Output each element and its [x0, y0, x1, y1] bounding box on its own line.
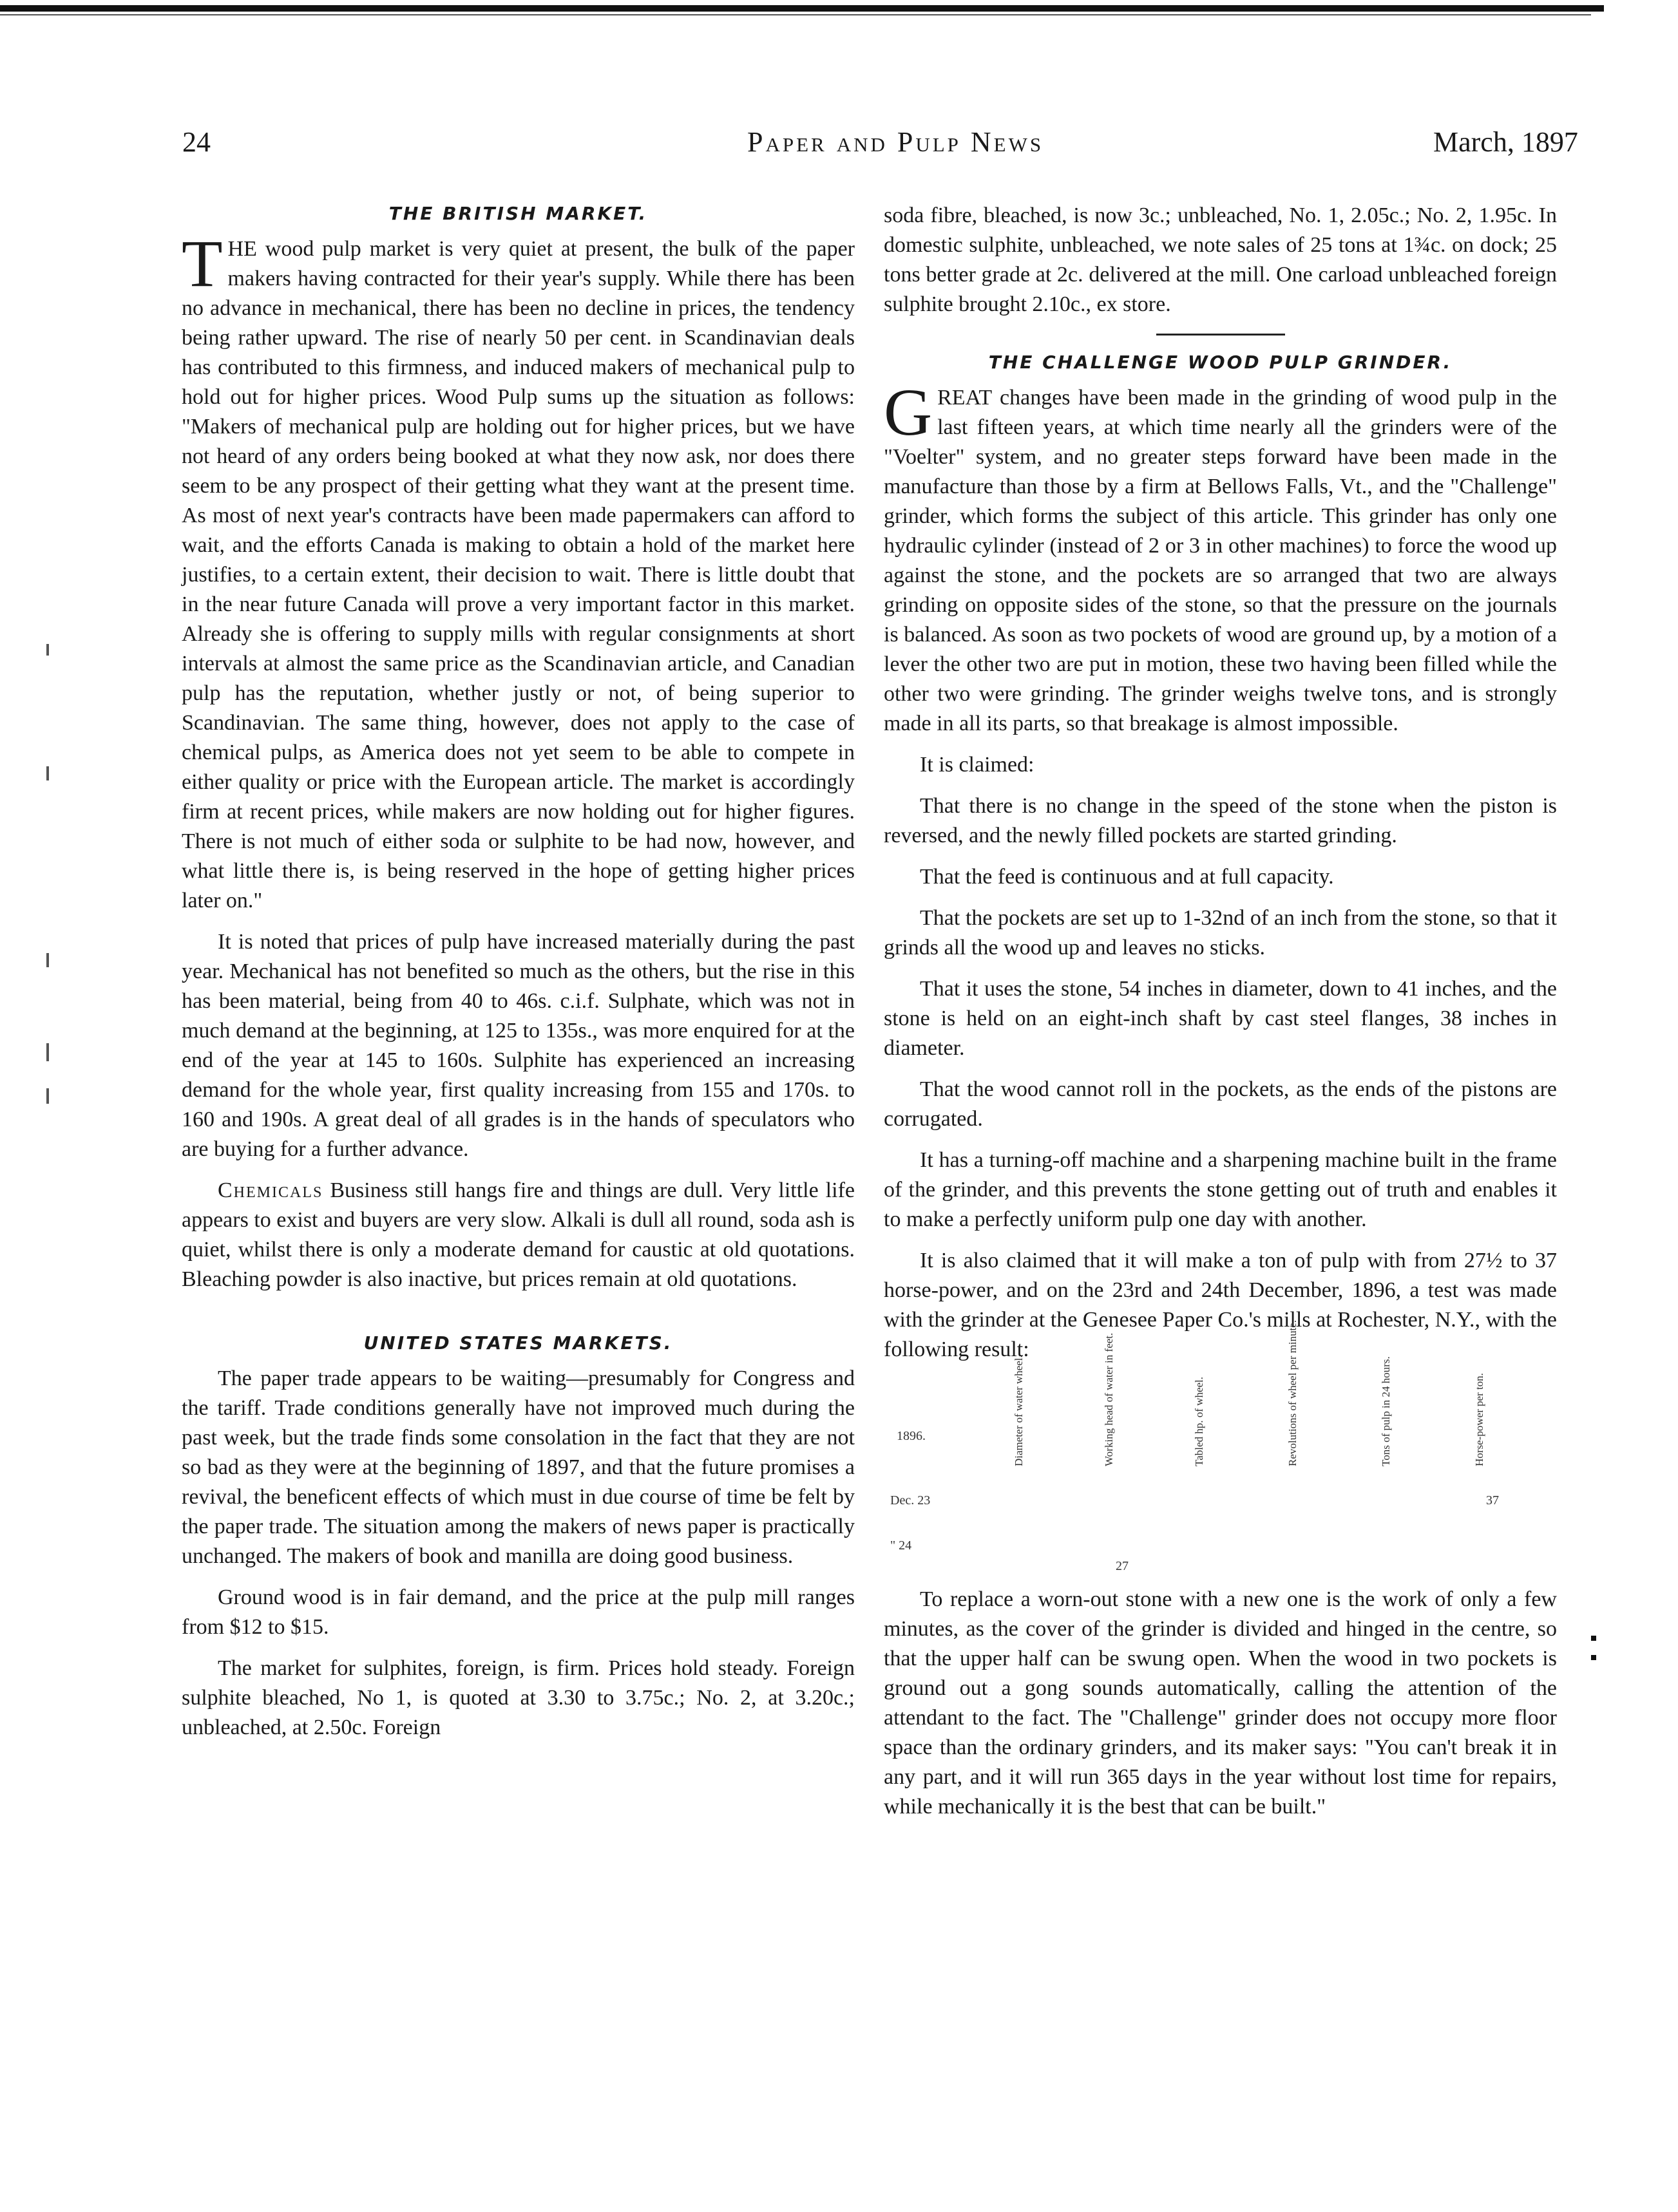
- row-label: Dec. 23: [890, 1493, 931, 1508]
- chemicals-lead: Chemicals: [218, 1178, 323, 1202]
- claim-1: That there is no change in the speed of the stone when the piston is reversed, and the newly filled pockets are started grinding.: [884, 794, 1557, 847]
- right-column: [884, 201, 1557, 1833]
- page-number: 24: [182, 126, 211, 158]
- claim-6: It has a turning-off machine and a sharpening machine built in the frame of the grinder, and this prevents the stone getting out of truth and enables it to make a perfectly uniform pulp one day with another.: [884, 1148, 1557, 1231]
- claimed-intro: It is claimed:: [920, 753, 1034, 777]
- margin-mark: [46, 953, 49, 967]
- claim-3: That the pockets are set up to 1-32nd of an inch from the stone, so that it grinds all the wood up and leaves no sticks.: [884, 906, 1557, 959]
- challenge-heading: THE CHALLENGE WOOD PULP GRINDER.: [988, 352, 1453, 373]
- dropcap-g: G: [884, 375, 933, 449]
- table-header-hp-per-ton: Horse-power per ton.: [1473, 1373, 1485, 1466]
- margin-mark: [46, 1088, 49, 1104]
- claim-7: It is also claimed that it will make a ton of pulp with from 27½ to 37 horse-power, and on the 23rd and 24th December, 1896, a test was made with the grinder at the Genesee Paper Co.'s mills at Rochester, N.Y., with the following result:: [884, 1249, 1557, 1361]
- table-row: [884, 1508, 1557, 1529]
- claim-4: That it uses the stone, 54 inches in diameter, down to 41 inches, and the stone is held on an eight-inch shaft by cast steel flanges, 38 inches in diameter.: [884, 977, 1557, 1060]
- top-rule-thin: [0, 14, 1591, 15]
- continuation-paragraph: soda fibre, bleached, is now 3c.; unbleached, No. 1, 2.05c.; No. 2, 1.95c. In domestic sulphite, unbleached, we note sales of 25 tons at 1¾c. on dock; 25 tons better grade at 2c. delivered at the mill. One carload unbleached foreign sulphite brought 2.10c., ex store.: [884, 203, 1557, 316]
- challenge-paragraph-1: [884, 375, 1557, 739]
- table-header-tons: Tons of pulp in 24 hours.: [1380, 1356, 1392, 1466]
- final-paragraph: To replace a worn-out stone with a new one is the work of only a few minutes, as the cover of the grinder is divided and hinged in the centre, so that the upper half can be swung open. When the wood in two pockets is ground out a gong sounds automatically, calling the attention of the attendant to the fact. The "Challenge" grinder does not occupy more floor space than the ordinary grinders, and its maker says: "You can't break it in any part, and it will run 365 days in the year without lost time for repairs, while mechanically it is the best that can be built.": [884, 1587, 1557, 1819]
- us-markets-heading: UNITED STATES MARKETS.: [363, 1332, 673, 1354]
- table-row: [884, 1531, 1557, 1551]
- british-market-heading: THE BRITISH MARKET.: [388, 203, 648, 224]
- row-value: 37: [1486, 1493, 1499, 1508]
- row-value: 27: [1116, 1559, 1129, 1573]
- test-results-table: [884, 1319, 1557, 1573]
- us-paragraph-2: Ground wood is in fair demand, and the price at the pulp mill ranges from $12 to $15.: [182, 1585, 855, 1639]
- dropcap-t: T: [182, 227, 223, 301]
- journal-title: Paper and Pulp News: [747, 126, 1044, 158]
- us-paragraph-1: The paper trade appears to be waiting—presumably for Congress and the tariff. Trade conditions generally have not improved much during the past week, but the trade finds some consolation in the fact that they are not so bad as they were at the beginning of 1897, and that the future promises a revival, the beneficent effects of which must in due course of time be felt by the paper trade. The situation among the makers of news paper is practically unchanged. The makers of book and manilla are doing good business.: [182, 1366, 855, 1568]
- chemicals-text: Business still hangs fire and things are dull. Very little life appears to exist and buyers are very slow. Alkali is dull all round, soda ash is quiet, whilst there is only a moderate demand for caustic at old quotations. Bleaching powder is also inactive, but prices remain at old quotations.: [182, 1178, 855, 1291]
- chemicals-paragraph: [182, 1176, 855, 1294]
- us-paragraph-3: The market for sulphites, foreign, is firm. Prices hold steady. Foreign sulphite bleached, No 1, is quoted at 3.30 to 3.75c.; No. 2, at 3.20c.; unbleached, at 2.50c. Foreign: [182, 1656, 855, 1739]
- margin-mark: [46, 766, 49, 780]
- row-label: " 24: [890, 1538, 912, 1553]
- table-header-diameter: Diameter of water wheel.: [1013, 1355, 1025, 1466]
- british-paragraph-1-text: HE wood pulp market is very quiet at present, the bulk of the paper makers having contracted for their year's supply. While there has been no advance in mechanical, there has been no decline in prices, the tendency being rather upward. The rise of nearly 50 per cent. in Scandinavian deals has contributed to this firmness, and induced makers of mechanical pulp to hold out for higher prices. Wood Pulp sums up the situation as follows: "Makers of mechanical pulp are holding out for higher prices, but we have not heard of any orders being booked at what they now ask, nor does there seem to be any prospect of their getting what they want at the present time. As most of next year's contracts have been made papermakers can afford to wait, and the efforts Canada is making to obtain a hold of the market here justifies, to a certain extent, their decision to wait. There is little doubt that in the near future Canada will prove a very important factor in this market. Already she is offering to supply mills with regular consignments at short intervals at almost the same price as the Scandinavian article, and Canadian pulp has the reputation, whether justly or not, of being superior to Scandinavian. The same thing, however, does not apply to the case of chemical pulps, as America does not yet seem to be able to compete in either quality or price with the European article. The market is accordingly firm at recent prices, while makers are now holding out for higher figures. There is not much of either soda or sulphite to be had now, however, and what little there is, is being reserved in the hope of getting higher prices later on.": [182, 237, 855, 912]
- british-paragraph-2: It is noted that prices of pulp have increased materially during the past year. Mechanical has not benefited so much as the others, but the rise in this has been material, being from 40 to 46s. c.i.f. Sulphate, which was not in much demand at the beginning, at 125 to 135s., was more enquired for at the end of the year at 145 to 160s. Sulphite has experienced an increasing demand for the whole year, first quality increasing from 155 and 170s. to 160 and 190s. A great deal of all grades is in the hands of speculators who are buying for a further advance.: [182, 930, 855, 1161]
- section-divider: [1156, 334, 1285, 336]
- margin-mark: [46, 1043, 49, 1061]
- table-header-revolutions: Revolutions of wheel per minute.: [1286, 1319, 1299, 1466]
- table-header-head: Working head of water in feet.: [1103, 1332, 1115, 1466]
- table-corner: 1896.: [897, 1429, 926, 1443]
- left-column: [182, 201, 855, 1754]
- margin-mark: [1591, 1636, 1596, 1641]
- table-row: [884, 1551, 1557, 1572]
- challenge-paragraph-1-text: REAT changes have been made in the grinding of wood pulp in the last fifteen years, at which time nearly all the grinders were of the "Voelter" system, and no greater steps forward have been made in the manufacture than those by a firm at Bellows Falls, Vt., and the "Challenge" grinder, which forms the subject of this article. This grinder has only one hydraulic cylinder (instead of 2 or 3 in other machines) to force the wood up against the stone, and the pockets are so arranged that two are always grinding on opposite sides of the stone, so that the pressure on the journals is balanced. As soon as two pockets of wood are ground up, by a motion of a lever the other two are put in motion, these two having been filled while the other two were grinding. The grinder weighs twelve tons, and is strongly made in all its parts, so that breakage is almost impossible.: [884, 386, 1557, 735]
- margin-mark: [46, 644, 49, 656]
- claim-5: That the wood cannot roll in the pockets, as the ends of the pistons are corrugated.: [884, 1077, 1557, 1131]
- top-rule: [0, 5, 1604, 12]
- table-row: [884, 1486, 1557, 1506]
- margin-mark: [1591, 1655, 1596, 1660]
- claim-2: That the feed is continuous and at full capacity.: [920, 865, 1334, 889]
- british-paragraph-1: [182, 227, 855, 916]
- issue-date: March, 1897: [1433, 126, 1578, 158]
- table-header-tabled-hp: Tabled hp. of wheel.: [1193, 1376, 1205, 1466]
